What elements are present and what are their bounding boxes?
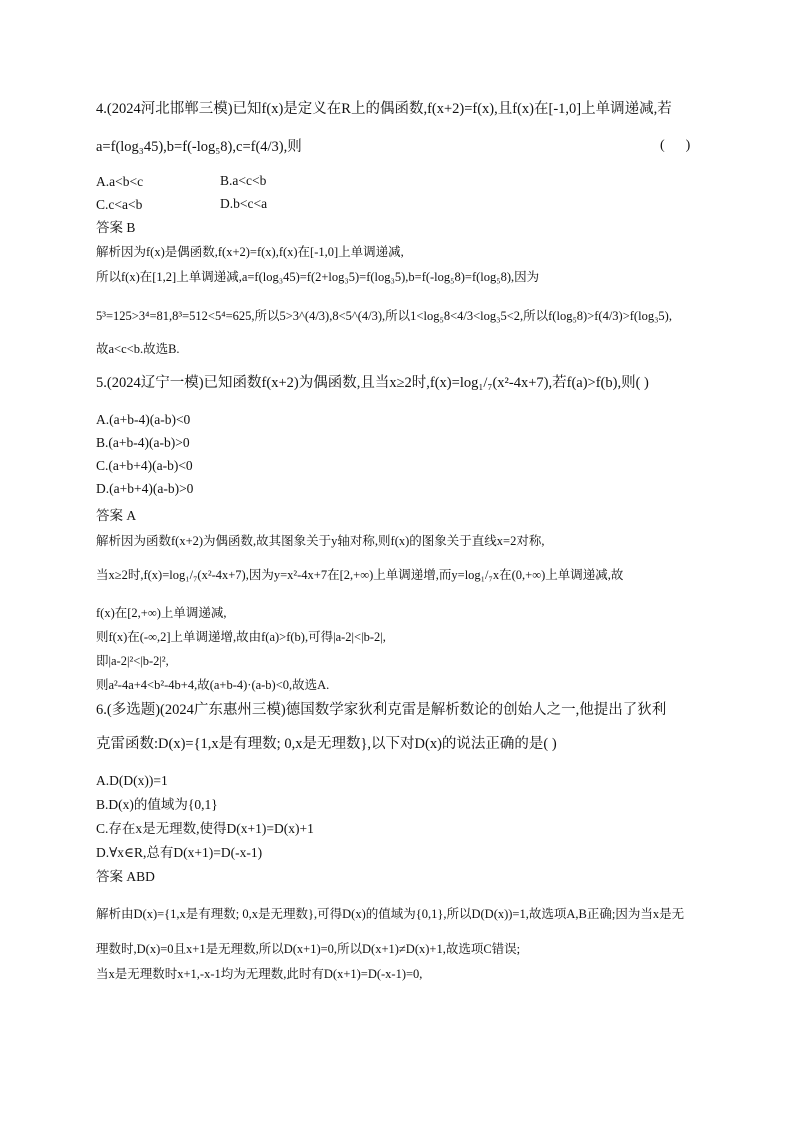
q4-stem-line2: a=f(log₃45),b=f(-log₅8),c=f(4/3),则 (96, 139, 302, 155)
q4-explanation-line1: 解析因为f(x)是偶函数,f(x+2)=f(x),f(x)在[-1,0]上单调递减, (96, 245, 404, 259)
q4-explanation-line2: 所以f(x)在[1,2]上单调递减,a=f(log₃45)=f(2+log₃5)=f(log₃5),b=f(-log₅8)=f(log₅8),因为 (96, 270, 540, 284)
q5-option-d: D.(a+b+4)(a-b)>0 (96, 481, 194, 496)
q6-option-d: D.∀x∈R,总有D(x+1)=D(-x-1) (96, 845, 263, 860)
q5-explanation-line1: 解析因为函数f(x+2)为偶函数,故其图象关于y轴对称,则f(x)的图象关于直线x=2对称, (96, 534, 545, 548)
q6-stem-line1: 6.(多选题)(2024广东惠州三模)德国数学家狄利克雷是解析数论的创始人之一,他提出了狄利 (96, 702, 667, 718)
q6-option-b: B.D(x)的值域为{0,1} (96, 797, 218, 812)
q6-option-c: C.存在x是无理数,使得D(x+1)=D(x)+1 (96, 821, 314, 836)
q4-option-a: A.a<b<c (96, 174, 144, 189)
q6-stem-line2: 克雷函数:D(x)={1,x是有理数; 0,x是无理数},以下对D(x)的说法正确的是( ) (96, 736, 557, 752)
q4-option-b: B.a<c<b (220, 173, 267, 188)
q5-answer: 答案 A (96, 508, 137, 523)
q5-explanation-line3: f(x)在[2,+∞)上单调递减, (96, 606, 227, 620)
q4-stem-line1: 4.(2024河北邯郸三模)已知f(x)是定义在R上的偶函数,f(x+2)=f(x),且f(x)在[-1,0]上单调递减,若 (96, 101, 672, 117)
q6-option-a: A.D(D(x))=1 (96, 773, 168, 788)
q6-explanation-line1: 解析由D(x)={1,x是有理数; 0,x是无理数},可得D(x)的值域为{0,1},所以D(D(x))=1,故选项A,B正确;因为当x是无 (96, 907, 685, 921)
q6-explanation-line2: 理数时,D(x)=0且x+1是无理数,所以D(x+1)=0,所以D(x+1)≠D(x)+1,故选项C错误; (96, 942, 521, 956)
q5-explanation-line5: 即|a-2|²<|b-2|², (96, 654, 169, 668)
q6-explanation-line3: 当x是无理数时x+1,-x-1均为无理数,此时有D(x+1)=D(-x-1)=0, (96, 967, 423, 981)
q5-stem: 5.(2024辽宁一模)已知函数f(x+2)为偶函数,且当x≥2时,f(x)=log₁/₇(x²-4x+7),若f(a)>f(b),则( ) (96, 375, 649, 391)
q4-option-c: C.c<a<b (96, 197, 143, 212)
q5-option-a: A.(a+b-4)(a-b)<0 (96, 412, 191, 427)
q5-option-c: C.(a+b+4)(a-b)<0 (96, 458, 193, 473)
q5-option-b: B.(a+b-4)(a-b)>0 (96, 435, 190, 450)
q4-option-d: D.b<c<a (220, 196, 268, 211)
q4-explanation-line3: 5³=125>3⁴=81,8³=512<5⁴=625,所以5>3^(4/3),8<5^(4/3),所以1<log₅8<4/3<log₃5<2,所以f(log₅8)>f(4/3)>f(log₃5), (96, 309, 672, 323)
q4-answer-paren: ( ) (660, 138, 691, 153)
q5-explanation-line6: 则a²-4a+4<b²-4b+4,故(a+b-4)·(a-b)<0,故选A. (96, 678, 330, 692)
q4-explanation-line4: 故a<c<b.故选B. (96, 342, 180, 356)
q6-answer: 答案 ABD (96, 869, 155, 884)
q4-answer: 答案 B (96, 220, 136, 235)
q5-explanation-line4: 则f(x)在(-∞,2]上单调递增,故由f(a)>f(b),可得|a-2|<|b-2|, (96, 630, 386, 644)
q5-explanation-line2: 当x≥2时,f(x)=log₁/₇(x²-4x+7),因为y=x²-4x+7在[2,+∞)上单调递增,而y=log₁/₇x在(0,+∞)上单调递减,故 (96, 568, 624, 582)
